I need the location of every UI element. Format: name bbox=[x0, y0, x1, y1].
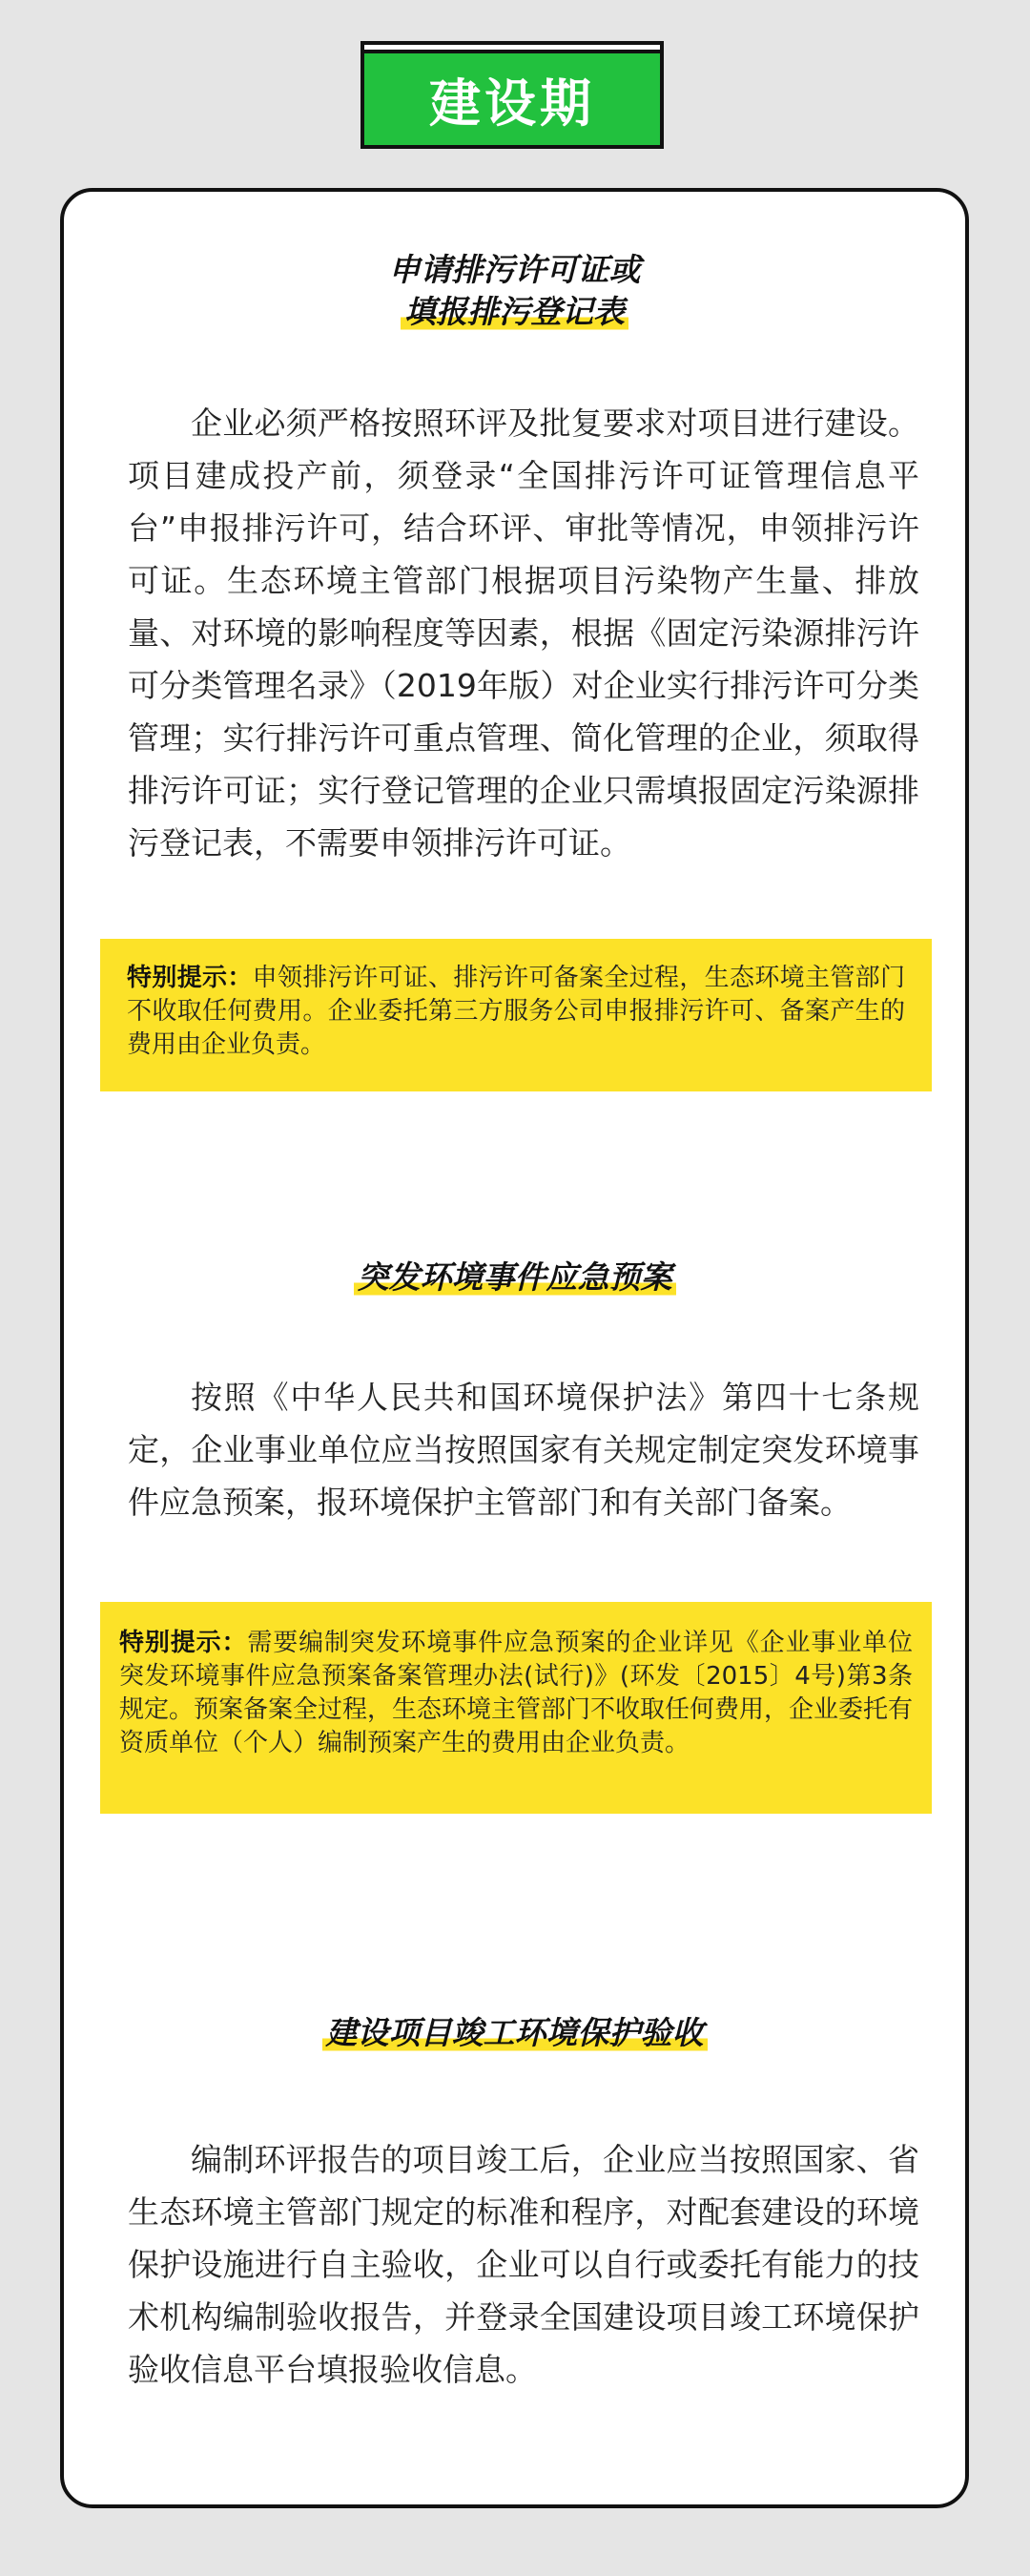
section-3-title bbox=[64, 2012, 965, 2054]
section-2-body: 按照《中华人民共和国环境保护法》第四十七条规定，企业事业单位应当按照国家有关规定制定突发环境事件应急预案，报环境保护主管部门和有关部门备案。 bbox=[128, 1379, 919, 1521]
section-1-tip-label: 特别提示： bbox=[127, 964, 253, 992]
section-2-tip-text: 需要编制突发环境事件应急预案的企业详见《企业事业单位突发环境事件应急预案备案管理办法(试行)》(环发〔2015〕4号)第3条规定。预案备案全过程，生态环境主管部门不收取任何费用，企业委托有资质单位（个人）编制预案产生的费用由企业负责。 bbox=[119, 1629, 914, 1757]
section-1-body: 企业必须严格按照环评及批复要求对项目进行建设。项目建成投产前，须登录“全国排污许可证管理信息平台”申报排污许可，结合环评、审批等情况，申领排污许可证。生态环境主管部门根据项目污染物产生量、排放量、对环境的影响程度等因素，根据《固定污染源排污许可分类管理名录》（2019年版）对企业实行排污许可分类管理；实行排污许可重点管理、简化管理的企业，须取得排污许可证；实行登记管理的企业只需填报固定污染源排污登记表，不需要申领排污许可证。 bbox=[128, 405, 919, 862]
phase-badge bbox=[360, 50, 664, 149]
content-card bbox=[60, 188, 969, 2508]
section-1-tip bbox=[100, 939, 932, 1091]
section-2-title bbox=[64, 1257, 965, 1298]
section-1-tip-text: 申领排污许可证、排污许可备案全过程，生态环境主管部门不收取任何费用。企业委托第三方服务公司申报排污许可、备案产生的费用由企业负责。 bbox=[127, 964, 905, 1059]
section-3-title-line-1: 建设项目竣工环境保护验收 bbox=[322, 2012, 708, 2054]
section-1-title-line-1: 申请排污许可证或 bbox=[388, 251, 641, 288]
section-1-title-line-2: 填报排污登记表 bbox=[401, 291, 628, 333]
section-1-title bbox=[64, 249, 965, 333]
section-2-title-line-1: 突发环境事件应急预案 bbox=[354, 1257, 676, 1298]
section-2-tip bbox=[100, 1602, 932, 1814]
section-2-tip-label: 特别提示： bbox=[119, 1629, 248, 1657]
phase-title: 建设期 bbox=[429, 73, 595, 134]
section-3-body: 编制环评报告的项目竣工后，企业应当按照国家、省生态环境主管部门规定的标准和程序，对配套建设的环境保护设施进行自主验收，企业可以自行或委托有能力的技术机构编制验收报告，并登录全国建设项目竣工环境保护验收信息平台填报验收信息。 bbox=[128, 2141, 919, 2388]
